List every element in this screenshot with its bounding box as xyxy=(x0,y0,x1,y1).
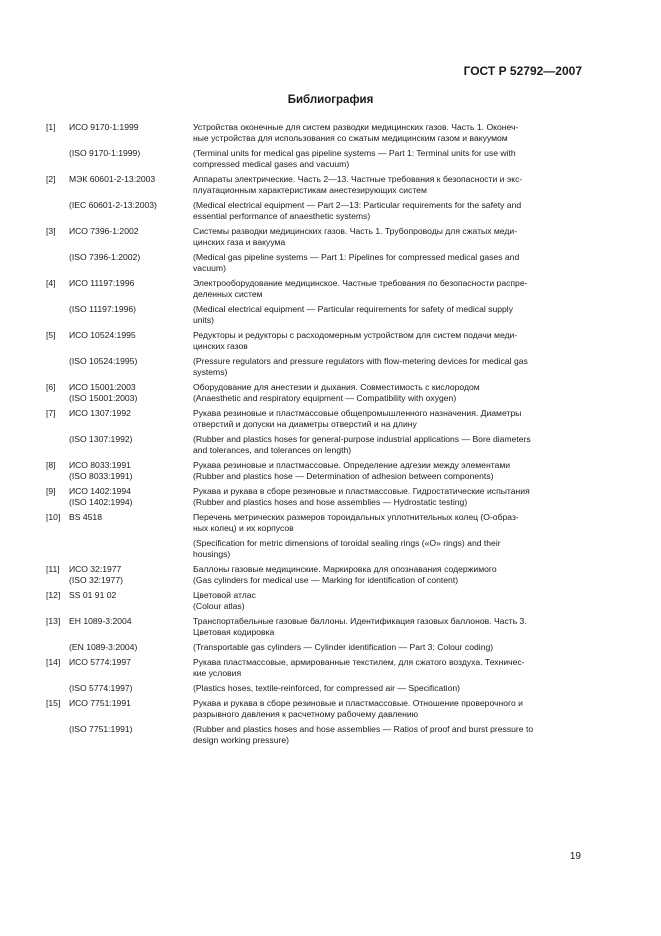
standard-code: (ISO 1402:1994) xyxy=(69,497,133,507)
description-line: ные устройства для использования со сжатым медицинским газом и вакуумом xyxy=(193,133,508,143)
description-line: (Medical electrical equipment — Part 2—13: Particular requirements for the safety and xyxy=(193,200,522,210)
description-line: Рукава и рукава в сборе резиновые и пластмассовые. Отношение проверочного и xyxy=(193,698,523,708)
description-line: compressed medical gases and vacuum) xyxy=(193,159,350,169)
description-line: Рукава резиновые и пластмассовые. Определение адгезии между элементами xyxy=(193,460,511,470)
entry-description xyxy=(193,657,584,679)
standard-code: ИСО 1307:1992 xyxy=(69,408,131,418)
bibliography-entry xyxy=(46,564,584,590)
description-line: плуатационным характеристикам анестезирующих систем xyxy=(193,185,427,195)
bibliography-entry xyxy=(46,174,584,226)
entry-row xyxy=(46,200,584,222)
description-line: (Colour atlas) xyxy=(193,601,245,611)
description-line: (Rubber and plastics hoses and hose assemblies — Hydrostatic testing) xyxy=(193,497,468,507)
standard-code: ИСО 5774:1997 xyxy=(69,657,131,667)
entry-number: [5] xyxy=(46,330,56,340)
entry-number xyxy=(46,642,69,653)
description-line: (Pressure regulators and pressure regulators with flow-metering devices for medical gas xyxy=(193,356,528,366)
entry-row xyxy=(46,486,584,497)
entry-row xyxy=(46,460,584,471)
entry-number: [7] xyxy=(46,408,56,418)
standard-code: МЭК 60601-2-13:2003 xyxy=(69,174,156,184)
description-line: Устройства оконечные для систем разводки медицинских газов. Часть 1. Оконеч- xyxy=(193,122,519,132)
entry-row xyxy=(46,471,584,482)
bibliography-entry xyxy=(46,278,584,330)
description-line: (Anaesthetic and respiratory equipment — Compatibility with oxygen) xyxy=(193,393,457,403)
entry-number xyxy=(46,200,69,222)
entry-row xyxy=(46,148,584,170)
bibliography-entry xyxy=(46,590,584,616)
entry-row xyxy=(46,226,584,248)
bibliography-entry xyxy=(46,460,584,486)
entry-description xyxy=(193,698,584,720)
entry-number xyxy=(46,497,69,508)
description-line: (Rubber and plastics hoses for general-purpose industrial applications — Bore diameters xyxy=(193,434,531,444)
standard-code: ЕН 1089-3:2004 xyxy=(69,616,132,626)
entry-description xyxy=(193,512,584,534)
standard-code: ИСО 15001:2003 xyxy=(69,382,136,392)
entry-number: [3] xyxy=(46,226,56,236)
entry-number: [8] xyxy=(46,460,56,470)
description-line: ных колец) и их корпусов xyxy=(193,523,294,533)
bibliography-entry xyxy=(46,226,584,278)
standard-code: (ISO 7396-1:2002) xyxy=(69,252,141,262)
entry-row xyxy=(46,252,584,274)
page-number: 19 xyxy=(569,851,581,862)
entry-number xyxy=(46,471,69,482)
standard-code: (ISO 10524:1995) xyxy=(69,356,138,366)
entry-description xyxy=(193,200,584,222)
entry-row xyxy=(46,497,584,508)
entry-number xyxy=(46,538,69,560)
description-line: and tolerances, and tolerances on length) xyxy=(193,445,352,455)
standard-code: ИСО 7751:1991 xyxy=(69,698,131,708)
description-line: Транспортабельные газовые баллоны. Идентификация газовых баллонов. Часть 3. xyxy=(193,616,527,626)
description-line: кие условия xyxy=(193,668,242,678)
entry-number: [4] xyxy=(46,278,56,288)
entry-row xyxy=(46,408,584,430)
description-line: деленных систем xyxy=(193,289,263,299)
entry-number: [10] xyxy=(46,512,61,522)
description-line: Рукава и рукава в сборе резиновые и пластмассовые. Гидростатические испытания xyxy=(193,486,530,496)
description-line: разрывного давления к расчетному рабочему давлению xyxy=(193,709,419,719)
standard-code: ИСО 32:1977 xyxy=(69,564,122,574)
bibliography-entry xyxy=(46,616,584,657)
entry-row xyxy=(46,174,584,196)
entry-number xyxy=(46,724,69,746)
entry-description xyxy=(193,575,584,586)
entry-number xyxy=(46,148,69,170)
description-line: Цветовой атлас xyxy=(193,590,256,600)
entry-description xyxy=(193,460,584,471)
description-line: essential performance of anaesthetic systems) xyxy=(193,211,371,221)
entry-number: [2] xyxy=(46,174,56,184)
standard-code: (ISO 5774:1997) xyxy=(69,683,133,693)
entry-number: [15] xyxy=(46,698,61,708)
description-line: отверстий и допуски на диаметры отверстий и на длину xyxy=(193,419,417,429)
description-line: (Rubber and plastics hose — Determination of adhesion between components) xyxy=(193,471,494,481)
standard-code: (ISO 11197:1996) xyxy=(69,304,137,314)
entry-row xyxy=(46,642,584,653)
entry-row xyxy=(46,356,584,378)
entry-row xyxy=(46,434,584,456)
entry-description xyxy=(193,486,584,497)
bibliography-entry xyxy=(46,122,584,174)
standard-code: ИСО 8033:1991 xyxy=(69,460,131,470)
description-line: Рукава пластмассовые, армированные текстилем, для сжатого воздуха. Техничес- xyxy=(193,657,525,667)
entry-number: [12] xyxy=(46,590,61,600)
bibliography-entry xyxy=(46,657,584,698)
entry-row xyxy=(46,122,584,144)
standard-code: (ISO 1307:1992) xyxy=(69,434,133,444)
standard-code: (ISO 8033:1991) xyxy=(69,471,133,481)
entry-row xyxy=(46,724,584,746)
description-line: Баллоны газовые медицинские. Маркировка для опознавания содержимого xyxy=(193,564,497,574)
entry-description xyxy=(193,122,584,144)
bibliography-entry xyxy=(46,486,584,512)
entry-row xyxy=(46,657,584,679)
entry-row xyxy=(46,538,584,560)
entry-number xyxy=(46,434,69,456)
entry-number xyxy=(46,356,69,378)
entry-number xyxy=(46,304,69,326)
entry-row xyxy=(46,601,584,612)
standard-code: ИСО 9170-1:1999 xyxy=(69,122,139,132)
description-line: (Terminal units for medical gas pipeline systems — Part 1: Terminal units for use with xyxy=(193,148,516,158)
bibliography-entry xyxy=(46,408,584,460)
entry-row xyxy=(46,575,584,586)
description-line: (Medical gas pipeline systems — Part 1: Pipelines for compressed medical gases and xyxy=(193,252,520,262)
entry-number: [13] xyxy=(46,616,61,626)
bibliography-list xyxy=(46,122,584,750)
standard-code: (ISO 7751:1991) xyxy=(69,724,133,734)
description-line: цинских газа и вакуума xyxy=(193,237,286,247)
description-line: Системы разводки медицинских газов. Часть 1. Трубопроводы для сжатых меди- xyxy=(193,226,518,236)
standard-code: BS 4518 xyxy=(69,512,102,522)
entry-row xyxy=(46,330,584,352)
document-header: ГОСТ Р 52792—2007 xyxy=(463,64,582,78)
bibliography-entry xyxy=(46,512,584,564)
entry-description xyxy=(193,590,584,601)
entry-row xyxy=(46,564,584,575)
standard-code: ИСО 11197:1996 xyxy=(69,278,135,288)
entry-row xyxy=(46,683,584,694)
entry-description xyxy=(193,642,584,653)
description-line: Редукторы и редукторы с расходомерным устройством для систем подачи меди- xyxy=(193,330,518,340)
entry-number: [14] xyxy=(46,657,61,667)
entry-row xyxy=(46,393,584,404)
entry-description xyxy=(193,497,584,508)
entry-number xyxy=(46,575,69,586)
entry-description xyxy=(193,408,584,430)
entry-description xyxy=(193,382,584,393)
standard-code: (ISO 9170-1:1999) xyxy=(69,148,141,158)
entry-row xyxy=(46,698,584,720)
entry-number: [9] xyxy=(46,486,56,496)
entry-number xyxy=(46,393,69,404)
description-line: (Plastics hoses, textile-reinforced, for compressed air — Specification) xyxy=(193,683,460,693)
entry-description xyxy=(193,616,584,638)
description-line: systems) xyxy=(193,367,228,377)
standard-code: ИСО 10524:1995 xyxy=(69,330,136,340)
standard-code xyxy=(69,601,193,612)
entry-description xyxy=(193,226,584,248)
bibliography-entry xyxy=(46,330,584,382)
description-line: Перечень метрических размеров тороидальных уплотнительных колец (O-образ- xyxy=(193,512,519,522)
entry-description xyxy=(193,471,584,482)
standard-code: (IEC 60601-2-13:2003) xyxy=(69,200,157,210)
entry-number xyxy=(46,683,69,694)
description-line: (Transportable gas cylinders — Cylinder identification — Part 3: Colour coding) xyxy=(193,642,494,652)
bibliography-entry xyxy=(46,698,584,750)
description-line: Оборудование для анестезии и дыхания. Совместимость с кислородом xyxy=(193,382,480,392)
entry-description xyxy=(193,356,584,378)
standard-code: (ISO 32:1977) xyxy=(69,575,123,585)
entry-description xyxy=(193,724,584,746)
entry-row xyxy=(46,278,584,300)
description-line: цинских газов xyxy=(193,341,248,351)
entry-description xyxy=(193,304,584,326)
standard-code: (EN 1089-3:2004) xyxy=(69,642,138,652)
entry-description xyxy=(193,393,584,404)
entry-description xyxy=(193,538,584,560)
standard-code: SS 01 91 02 xyxy=(69,590,117,600)
description-line: (Rubber and plastics hoses and hose assemblies — Ratios of proof and burst pressure to xyxy=(193,724,534,734)
entry-description xyxy=(193,252,584,274)
description-line: units) xyxy=(193,315,215,325)
description-line: Рукава резиновые и пластмассовые общепромышленного назначения. Диаметры xyxy=(193,408,522,418)
bibliography-entry xyxy=(46,382,584,408)
entry-row xyxy=(46,304,584,326)
entry-description xyxy=(193,601,584,612)
description-line: Цветовая кодировка xyxy=(193,627,275,637)
entry-description xyxy=(193,434,584,456)
entry-description xyxy=(193,683,584,694)
entry-description xyxy=(193,330,584,352)
entry-row xyxy=(46,512,584,534)
entry-number xyxy=(46,252,69,274)
page-title: Библиография xyxy=(287,94,374,106)
entry-number xyxy=(46,601,69,612)
description-line: vacuum) xyxy=(193,263,226,273)
standard-code: ИСО 7396-1:2002 xyxy=(69,226,139,236)
standard-code: ИСО 1402:1994 xyxy=(69,486,131,496)
entry-number: [11] xyxy=(46,564,60,574)
description-line: housings) xyxy=(193,549,231,559)
entry-row xyxy=(46,590,584,601)
entry-number: [6] xyxy=(46,382,56,392)
entry-number: [1] xyxy=(46,122,56,132)
description-line: (Gas cylinders for medical use — Marking for identification of content) xyxy=(193,575,459,585)
description-line: Электрооборудование медицинское. Частные требования по безопасности распре- xyxy=(193,278,528,288)
standard-code xyxy=(69,538,193,560)
standard-code: (ISO 15001:2003) xyxy=(69,393,138,403)
description-line: Аппараты электрические. Часть 2—13. Частные требования к безопасности и экс- xyxy=(193,174,523,184)
description-line: (Specification for metric dimensions of toroidal sealing rings («O» rings) and their xyxy=(193,538,501,548)
entry-description xyxy=(193,174,584,196)
description-line: (Medical electrical equipment — Particular requirements for safety of medical supply xyxy=(193,304,514,314)
entry-description xyxy=(193,278,584,300)
entry-row xyxy=(46,616,584,638)
entry-description xyxy=(193,148,584,170)
entry-description xyxy=(193,564,584,575)
entry-row xyxy=(46,382,584,393)
description-line: design working pressure) xyxy=(193,735,290,745)
